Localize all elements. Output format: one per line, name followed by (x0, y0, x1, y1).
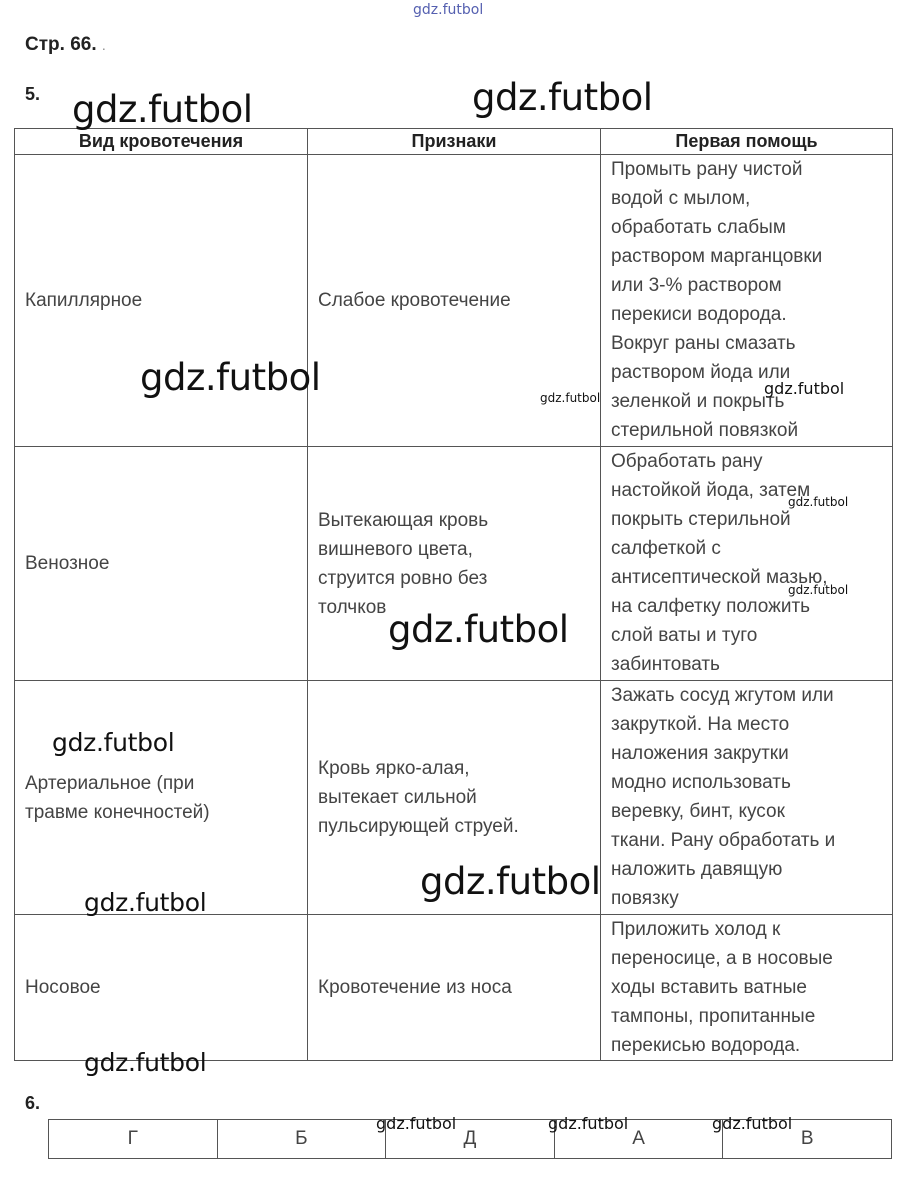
watermark: gdz.futbol (140, 356, 321, 399)
aid-line: закруткой. На место (611, 714, 790, 735)
signs-line: струится ровно без (318, 567, 488, 589)
cell-aid (601, 681, 893, 915)
column-header-type: Вид кровотечения (15, 129, 308, 155)
aid-line: Промыть рану чистой (611, 159, 803, 180)
cell-aid (601, 155, 893, 447)
table-header-row (15, 129, 893, 155)
aid-line: салфеткой с (611, 538, 721, 559)
aid-line: водой с мылом, (611, 188, 751, 209)
aid-line: покрыть стерильной (611, 509, 791, 530)
aid-line: Вокруг раны смазать (611, 333, 796, 354)
watermark: gdz.futbol (788, 583, 849, 597)
aid-line: или 3-% раствором (611, 275, 782, 296)
aid-line: стерильной повязкой (611, 420, 799, 441)
aid-line: ходы вставить ватные (611, 977, 807, 998)
aid-line: настойкой йода, затем (611, 480, 811, 501)
aid-line: на салфетку положить (611, 596, 811, 617)
aid-line: перекисью водорода. (611, 1035, 801, 1056)
aid-line: Обработать рану (611, 451, 763, 472)
cell-type: Венозное (15, 447, 308, 681)
page-title-mark: . (101, 37, 106, 53)
aid-line: перекиси водорода. (611, 304, 787, 325)
cell-type: Капиллярное (15, 155, 308, 447)
aid-line: забинтовать (611, 654, 720, 675)
answer-cell: Г (49, 1120, 218, 1159)
watermark: gdz.futbol (72, 88, 253, 131)
task5-label: 5. (25, 84, 41, 104)
aid-line: тампоны, пропитанные (611, 1006, 816, 1027)
signs-line: пульсирующей струей. (318, 816, 519, 837)
cell-type: Носовое (15, 915, 308, 1061)
table-row (15, 915, 893, 1061)
task6-label: 6. (25, 1093, 41, 1113)
type-line: травме конечностей) (25, 801, 210, 823)
answer-cell: В (723, 1120, 892, 1159)
aid-line: переносице, а в носовые (611, 948, 833, 969)
cell-aid (601, 915, 893, 1061)
answer-cell: Б (217, 1120, 386, 1159)
signs-line: вишневого цвета, (318, 538, 473, 560)
watermark: gdz.futbol (712, 1114, 793, 1133)
type-line: Артериальное (при (25, 772, 195, 794)
aid-line: повязку (611, 888, 679, 909)
aid-line: обработать слабым (611, 217, 786, 238)
aid-line: зеленкой и покрыть (611, 391, 785, 412)
aid-line: Приложить холод к (611, 919, 781, 940)
watermark: gdz.futbol (388, 608, 569, 651)
page-title-text: Стр. 66. (25, 34, 97, 55)
aid-line: модно использовать (611, 772, 791, 793)
cell-type (15, 681, 308, 915)
watermark: gdz.futbol (472, 76, 653, 119)
aid-line: Зажать сосуд жгутом или (611, 685, 834, 706)
aid-line: ткани. Рану обработать и (611, 830, 836, 851)
watermark: gdz.futbol (376, 1114, 457, 1133)
aid-line: слой ваты и туго (611, 625, 758, 646)
signs-line: толчков (318, 596, 387, 618)
aid-line: антисептической мазью, (611, 567, 828, 588)
bleeding-table (14, 128, 893, 1061)
answer-cell: А (554, 1120, 723, 1159)
watermark: gdz.futbol (548, 1114, 629, 1133)
watermark: gdz.futbol (788, 495, 849, 509)
cell-signs: Слабое кровотечение (308, 155, 601, 447)
watermark: gdz.futbol (84, 888, 207, 917)
signs-line: Кровь ярко-алая, (318, 758, 470, 779)
column-header-signs: Признаки (308, 129, 601, 155)
aid-line: наложения закрутки (611, 743, 789, 764)
signs-line: Вытекающая кровь (318, 509, 489, 531)
cell-aid (601, 447, 893, 681)
table-row (15, 155, 893, 447)
aid-line: веревку, бинт, кусок (611, 801, 785, 822)
signs-line: вытекает сильной (318, 787, 477, 808)
answer-cell: Д (386, 1120, 555, 1159)
watermark: gdz.futbol (540, 391, 601, 405)
watermark: gdz.futbol (84, 1048, 207, 1077)
watermark-top: gdz.futbol (413, 2, 484, 18)
page-title (25, 34, 106, 56)
cell-signs: Кровотечение из носа (308, 915, 601, 1061)
aid-line: раствором марганцовки (611, 246, 823, 267)
column-header-aid: Первая помощь (601, 129, 893, 155)
watermark: gdz.futbol (764, 379, 845, 398)
watermark: gdz.futbol (52, 728, 175, 757)
watermark: gdz.futbol (420, 860, 601, 903)
aid-line: раствором йода или (611, 362, 791, 383)
aid-line: наложить давящую (611, 859, 783, 880)
